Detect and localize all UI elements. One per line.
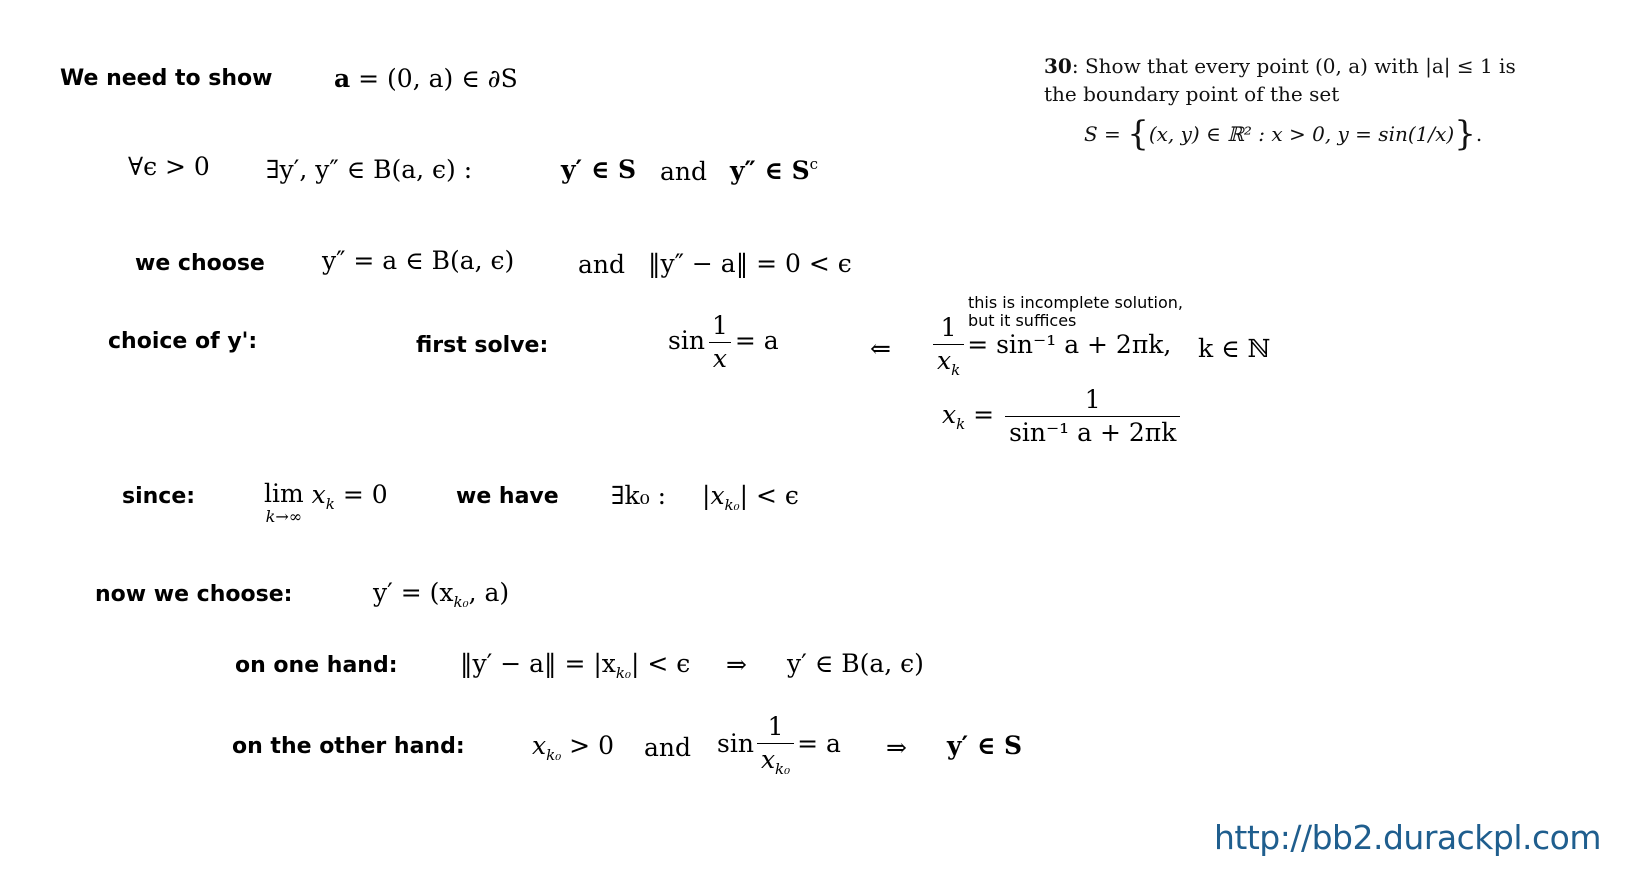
- xk-k: k: [951, 360, 961, 379]
- pos-k0: k₀: [546, 746, 562, 764]
- math-exists: ∃y′, y″ ∈ B(a, ϵ) :: [266, 155, 473, 184]
- label-choice-of-y: choice of y':: [108, 329, 258, 354]
- math-k-in-n: k ∈ ℕ: [1198, 334, 1271, 363]
- frac-num-4: 1: [767, 712, 784, 741]
- lim-word: lim: [264, 479, 304, 508]
- math-xk0-positive: [532, 731, 614, 764]
- norm-k0: k₀: [615, 664, 632, 682]
- xk-x: x: [937, 345, 952, 375]
- problem-number: 30: [1044, 54, 1072, 78]
- math-in-sc-expr: y″ ∈ S: [730, 156, 810, 185]
- math-xk-eq: [942, 386, 1183, 447]
- math-forall: ∀ϵ > 0: [128, 152, 210, 181]
- note-line-2: but it suffices: [968, 311, 1077, 330]
- frac-num-2: 1: [940, 313, 957, 342]
- frac-one-over-xk: [933, 314, 964, 379]
- norm-lhs: ‖y′ − a‖ = |x: [460, 649, 616, 678]
- math-and-3: and: [644, 733, 692, 762]
- math-in-ball: y′ ∈ B(a, ϵ): [787, 649, 924, 678]
- frac-num: 1: [711, 311, 728, 340]
- math-need: a = (0, a) ∈ ∂S: [334, 64, 518, 93]
- note-line-1: this is incomplete solution,: [968, 293, 1183, 312]
- implies-arrow-1: ⇒: [726, 650, 747, 679]
- yprime-end: , a): [468, 578, 510, 607]
- frac-one-over-x: [708, 312, 732, 373]
- set-definition: S = {(x, y) ∈ ℝ² : x > 0, y = sin(1/x)}.: [1084, 114, 1483, 154]
- problem-statement: [1044, 52, 1516, 154]
- abs-k0: k₀: [724, 496, 740, 514]
- math-choose-eq: y″ = a ∈ B(a, ϵ): [322, 246, 515, 275]
- label-now-we-choose: now we choose:: [95, 582, 293, 607]
- lim-x: x: [311, 480, 326, 509]
- math-in-sc: [730, 155, 818, 185]
- math-sin-eq-2: [717, 713, 841, 778]
- problem-line-1: : Show that every point (0, a) with |a| ≤ 1 is: [1071, 54, 1516, 78]
- math-need-rhs: = (0, a) ∈ ∂S: [358, 64, 518, 93]
- eq-a-2: = a: [797, 728, 841, 758]
- set-end: .: [1475, 122, 1483, 146]
- xk-equals: =: [973, 400, 995, 430]
- label-need-to-show: We need to show: [60, 66, 273, 91]
- math-arcsin-eq: [930, 314, 1171, 379]
- norm-lt: < ϵ: [647, 649, 691, 678]
- gt-zero: > 0: [569, 731, 614, 760]
- math-norm-zero: ‖y″ − a‖ = 0 < ϵ: [648, 249, 852, 278]
- xk-x-2: x: [942, 400, 957, 430]
- frac-den-3: sin⁻¹ a + 2πk: [1005, 416, 1180, 448]
- label-since: since:: [122, 484, 196, 509]
- label-we-choose: we choose: [135, 251, 265, 276]
- math-in-s: [561, 155, 636, 184]
- watermark-url: http://bb2.durackpl.com: [1214, 818, 1601, 857]
- xk0-k0: k₀: [775, 759, 791, 778]
- pos-x: x: [532, 731, 547, 760]
- frac-one-over-xk0: [757, 713, 794, 778]
- math-sc-sup: c: [809, 155, 819, 173]
- sin-word-2: sin: [717, 728, 754, 758]
- xk-k-2: k: [956, 415, 966, 434]
- frac-den: x: [709, 342, 731, 374]
- eq-a: = a: [734, 326, 779, 356]
- set-eq-left: S =: [1084, 122, 1128, 146]
- sin-word: sin: [668, 326, 705, 356]
- math-in-s-expr: y′ ∈ S: [561, 155, 637, 184]
- problem-line-2: the boundary point of the set: [1044, 82, 1340, 106]
- yprime-eq: y′ = (x: [373, 578, 454, 607]
- math-in-s-2: [947, 731, 1022, 760]
- math-exists-k0: ∃k₀ :: [611, 481, 667, 510]
- lim-k: k: [325, 495, 335, 513]
- lim-under: k→∞: [265, 506, 303, 526]
- in-s2-expr: y′ ∈ S: [947, 731, 1023, 760]
- math-and-2: and: [578, 250, 626, 279]
- math-sin-eq: [668, 312, 779, 373]
- lim-stack: [264, 480, 304, 525]
- abs-x: x: [710, 481, 725, 510]
- label-on-other-hand: on the other hand:: [232, 734, 465, 759]
- implies-arrow-2: ⇒: [886, 733, 907, 762]
- math-limit: [264, 480, 388, 525]
- arcsin-sum: = sin⁻¹ a + 2πk,: [967, 329, 1172, 359]
- frac-xk: [1005, 386, 1180, 447]
- set-body: (x, y) ∈ ℝ² : x > 0, y = sin(1/x): [1148, 122, 1455, 146]
- lim-rhs: = 0: [342, 480, 388, 509]
- abs-lt: < ϵ: [756, 481, 799, 510]
- xk0-x: x: [760, 744, 776, 774]
- yprime-k0: k₀: [453, 593, 469, 611]
- math-norm-yprime: ‖y′ − a‖ = $|x_{k_0}| < \epsilon$: [460, 649, 691, 682]
- math-abs-xk0: $|x_{k_0}| < \epsilon$: [702, 481, 799, 514]
- math-and-1: and: [660, 157, 708, 186]
- frac-num-3: 1: [1084, 385, 1101, 414]
- label-first-solve: first solve:: [416, 333, 549, 358]
- label-we-have: we have: [456, 484, 559, 509]
- label-on-one-hand: on one hand:: [235, 653, 398, 678]
- implied-by-arrow: ⇐: [870, 334, 891, 363]
- math-yprime-def: [373, 578, 509, 611]
